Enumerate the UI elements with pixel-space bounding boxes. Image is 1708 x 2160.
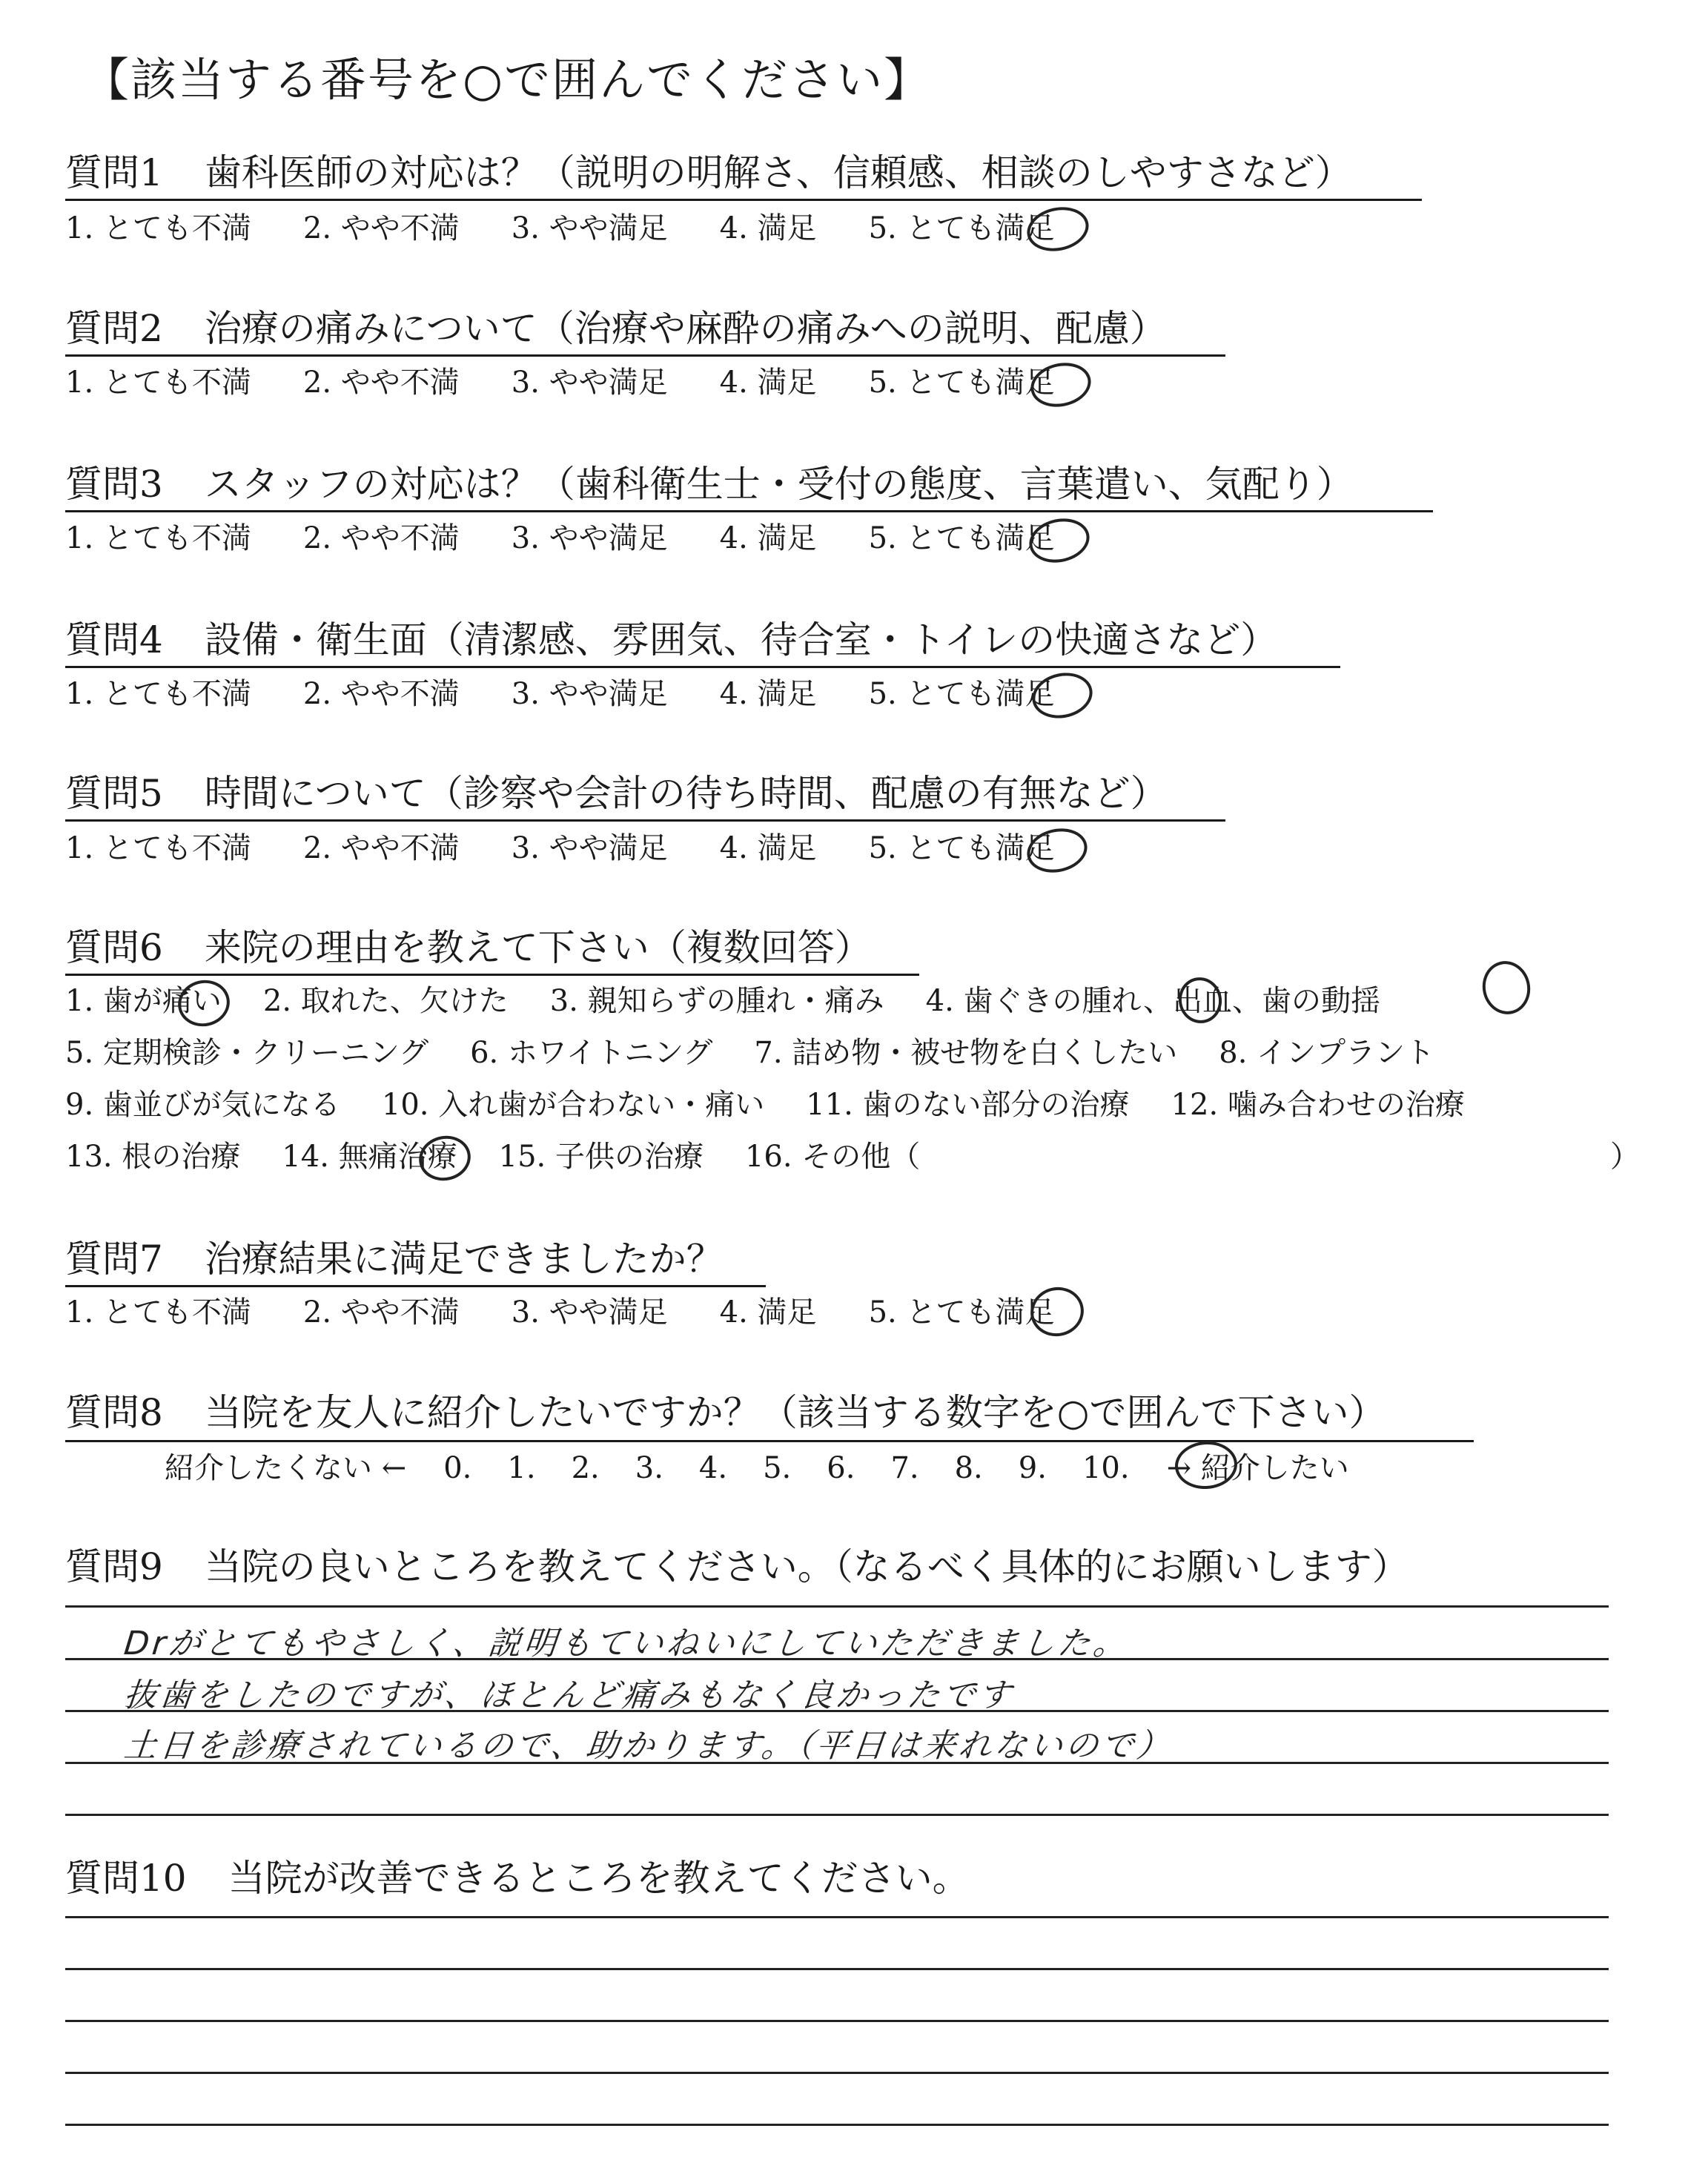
question-label: 質問5 bbox=[65, 772, 163, 815]
q3-options bbox=[65, 521, 1055, 555]
question-underline bbox=[65, 666, 1340, 668]
scale-2[interactable]: 2. bbox=[571, 1451, 600, 1485]
scale-9[interactable]: 9. bbox=[1018, 1451, 1047, 1485]
handwritten-answer-line-3: 土日を診療されているので、助かります。（平日は来れないので） bbox=[122, 1727, 1174, 1765]
option-5[interactable]: 5. とても満足 bbox=[868, 831, 1055, 865]
option-6[interactable]: 6. ホワイトニング bbox=[470, 1036, 713, 1070]
option-3[interactable]: 3. やや満足 bbox=[511, 677, 668, 711]
q7-options bbox=[65, 1295, 1055, 1330]
option-1[interactable]: 1. とても不満 bbox=[65, 677, 251, 711]
option-13[interactable]: 13. 根の治療 bbox=[65, 1140, 241, 1174]
option-11[interactable]: 11. 歯のない部分の治療 bbox=[806, 1088, 1130, 1122]
question-text: 当院が改善できるところを教えてください。 bbox=[228, 1857, 970, 1900]
question-label: 質問10 bbox=[65, 1857, 187, 1900]
question-text: 歯科医師の対応は？（説明の明解さ、信頼感、相談のしやすさなど） bbox=[204, 151, 1352, 194]
option-5[interactable]: 5. 定期検診・クリーニング bbox=[65, 1036, 429, 1070]
question-underline bbox=[65, 199, 1422, 201]
scale-3[interactable]: 3. bbox=[635, 1451, 663, 1485]
option-3[interactable]: 3. やや満足 bbox=[511, 366, 668, 400]
question-7 bbox=[65, 1238, 724, 1281]
option-9[interactable]: 9. 歯並びが気になる bbox=[65, 1088, 340, 1122]
question-label: 質問2 bbox=[65, 307, 163, 350]
question-text: 治療の痛みについて（治療や麻酔の痛みへの説明、配慮） bbox=[204, 307, 1167, 350]
question-text: 来院の理由を教えて下さい（複数回答） bbox=[204, 926, 872, 969]
answer-line[interactable] bbox=[65, 2072, 1609, 2074]
option-1[interactable]: 1. とても不満 bbox=[65, 1295, 251, 1330]
scale-4[interactable]: 4. bbox=[698, 1451, 728, 1485]
option-2[interactable]: 2. やや不満 bbox=[302, 366, 460, 400]
handwritten-answer-line-2: 抜歯をしたのですが、ほとんど痛みもなく良かったです bbox=[122, 1677, 1016, 1714]
option-8[interactable]: 8. インプラント bbox=[1219, 1036, 1435, 1070]
option-3[interactable]: 3. やや満足 bbox=[511, 1295, 668, 1330]
question-label: 質問4 bbox=[65, 618, 163, 661]
option-2[interactable]: 2. やや不満 bbox=[302, 211, 460, 245]
option-14[interactable]: 14. 無痛治療 bbox=[282, 1140, 457, 1174]
scale-left-label: 紹介したくない ← bbox=[165, 1451, 407, 1485]
question-underline bbox=[65, 1285, 766, 1287]
option-4[interactable]: 4. 満足 bbox=[719, 677, 817, 711]
question-9 bbox=[65, 1545, 1409, 1588]
selection-circle bbox=[1477, 957, 1535, 1019]
option-1[interactable]: 1. とても不満 bbox=[65, 366, 251, 400]
question-underline bbox=[65, 354, 1225, 357]
option-12[interactable]: 12. 噛み合わせの治療 bbox=[1171, 1088, 1465, 1122]
option-1[interactable]: 1. とても不満 bbox=[65, 521, 251, 555]
question-label: 質問7 bbox=[65, 1238, 163, 1281]
question-6 bbox=[65, 926, 872, 969]
selection-circle bbox=[1028, 667, 1097, 724]
q6-row-4 bbox=[65, 1142, 920, 1172]
answer-line bbox=[65, 1814, 1609, 1816]
form-title: 【該当する番号を○で囲んでください】 bbox=[83, 53, 932, 107]
option-2[interactable]: 2. 取れた、欠けた bbox=[262, 984, 509, 1018]
handwritten-answer-line-1: Drがとてもやさしく、説明もていねいにしていただきました。 bbox=[122, 1625, 1131, 1662]
question-2 bbox=[65, 307, 1167, 350]
option-4[interactable]: 4. 満足 bbox=[719, 521, 817, 555]
question-label: 質問1 bbox=[65, 151, 163, 194]
answer-line[interactable] bbox=[65, 2124, 1609, 2126]
option-2[interactable]: 2. やや不満 bbox=[302, 1295, 460, 1330]
q2-options bbox=[65, 366, 1055, 400]
scale-10[interactable]: 10. bbox=[1082, 1451, 1130, 1485]
question-underline bbox=[65, 819, 1225, 822]
question-text: 治療結果に満足できましたか？ bbox=[204, 1238, 724, 1281]
question-underline bbox=[65, 1440, 1474, 1442]
option-4[interactable]: 4. 満足 bbox=[719, 366, 817, 400]
scale-5[interactable]: 5. bbox=[763, 1451, 792, 1485]
scale-0[interactable]: 0. bbox=[443, 1451, 472, 1485]
option-5[interactable]: 5. とても満足 bbox=[868, 1295, 1055, 1330]
option-3[interactable]: 3. やや満足 bbox=[511, 831, 668, 865]
selection-circle bbox=[1023, 202, 1093, 257]
question-underline bbox=[65, 974, 919, 976]
question-label: 質問6 bbox=[65, 926, 163, 969]
question-text: 当院の良いところを教えてください。（なるべく具体的にお願いします） bbox=[204, 1545, 1409, 1588]
option-5[interactable]: 5. とても満足 bbox=[868, 211, 1055, 245]
option-4[interactable]: 4. 満足 bbox=[719, 211, 817, 245]
answer-line[interactable] bbox=[65, 2020, 1609, 2022]
question-text: スタッフの対応は？（歯科衛生士・受付の態度、言葉遣い、気配り） bbox=[204, 463, 1354, 506]
q6-row-2 bbox=[65, 1038, 1434, 1068]
q1-options bbox=[65, 211, 1055, 245]
option-3[interactable]: 3. 親知らずの腫れ・痛み bbox=[549, 984, 884, 1018]
question-text: 当院を友人に紹介したいですか？（該当する数字を○で囲んで下さい） bbox=[204, 1391, 1386, 1434]
q8-scale bbox=[165, 1453, 1349, 1483]
question-1 bbox=[65, 151, 1352, 194]
option-5[interactable]: 5. とても満足 bbox=[868, 521, 1055, 555]
question-4 bbox=[65, 618, 1278, 661]
question-5 bbox=[65, 772, 1168, 815]
option-4[interactable]: 4. 満足 bbox=[719, 831, 817, 865]
option-10[interactable]: 10. 入れ歯が合わない・痛い bbox=[381, 1088, 765, 1122]
option-4[interactable]: 4. 満足 bbox=[719, 1295, 817, 1330]
scale-7[interactable]: 7. bbox=[890, 1451, 919, 1485]
option-1[interactable]: 1. 歯が痛い bbox=[65, 984, 222, 1018]
scale-right-label: → 紹介したい bbox=[1166, 1451, 1349, 1485]
selection-circle bbox=[1174, 974, 1226, 1028]
option-3[interactable]: 3. やや満足 bbox=[511, 521, 668, 555]
q6-row-3 bbox=[65, 1090, 1465, 1120]
option-2[interactable]: 2. やや不満 bbox=[302, 677, 460, 711]
question-10 bbox=[65, 1857, 970, 1900]
scale-1[interactable]: 1. bbox=[507, 1451, 536, 1485]
question-underline bbox=[65, 510, 1433, 512]
answer-line bbox=[65, 1605, 1609, 1608]
option-1[interactable]: 1. とても不満 bbox=[65, 831, 251, 865]
answer-line[interactable] bbox=[65, 1916, 1609, 1918]
option-2[interactable]: 2. やや不満 bbox=[302, 521, 460, 555]
selection-circle bbox=[1026, 1282, 1088, 1341]
scale-6[interactable]: 6. bbox=[827, 1451, 855, 1485]
option-16[interactable]: 16. その他（ bbox=[744, 1140, 921, 1174]
question-label: 質問9 bbox=[65, 1545, 163, 1588]
q5-options bbox=[65, 833, 1054, 863]
question-label: 質問3 bbox=[65, 463, 163, 506]
answer-line[interactable] bbox=[65, 1968, 1609, 1970]
option-2[interactable]: 2. やや不満 bbox=[302, 831, 460, 865]
question-text: 時間について（診察や会計の待ち時間、配慮の有無など） bbox=[204, 772, 1168, 815]
question-label: 質問8 bbox=[65, 1391, 163, 1434]
option-15[interactable]: 15. 子供の治療 bbox=[498, 1140, 704, 1174]
option-3[interactable]: 3. やや満足 bbox=[511, 211, 668, 245]
scale-8[interactable]: 8. bbox=[954, 1451, 983, 1485]
question-text: 設備・衛生面（清潔感、雰囲気、待合室・トイレの快適さなど） bbox=[204, 618, 1278, 661]
option-7[interactable]: 7. 詰め物・被せ物を白くしたい bbox=[754, 1036, 1178, 1070]
question-3 bbox=[65, 463, 1354, 506]
option-4[interactable]: 4. 歯ぐきの腫れ、出血、歯の動揺 bbox=[925, 984, 1380, 1018]
q4-options bbox=[65, 679, 1054, 709]
option-1[interactable]: 1. とても不満 bbox=[65, 211, 251, 245]
option-5[interactable]: 5. とても満足 bbox=[868, 677, 1055, 711]
other-close-paren: ） bbox=[1610, 1140, 1640, 1174]
option-5[interactable]: 5. とても満足 bbox=[868, 366, 1055, 400]
question-8 bbox=[65, 1391, 1386, 1434]
